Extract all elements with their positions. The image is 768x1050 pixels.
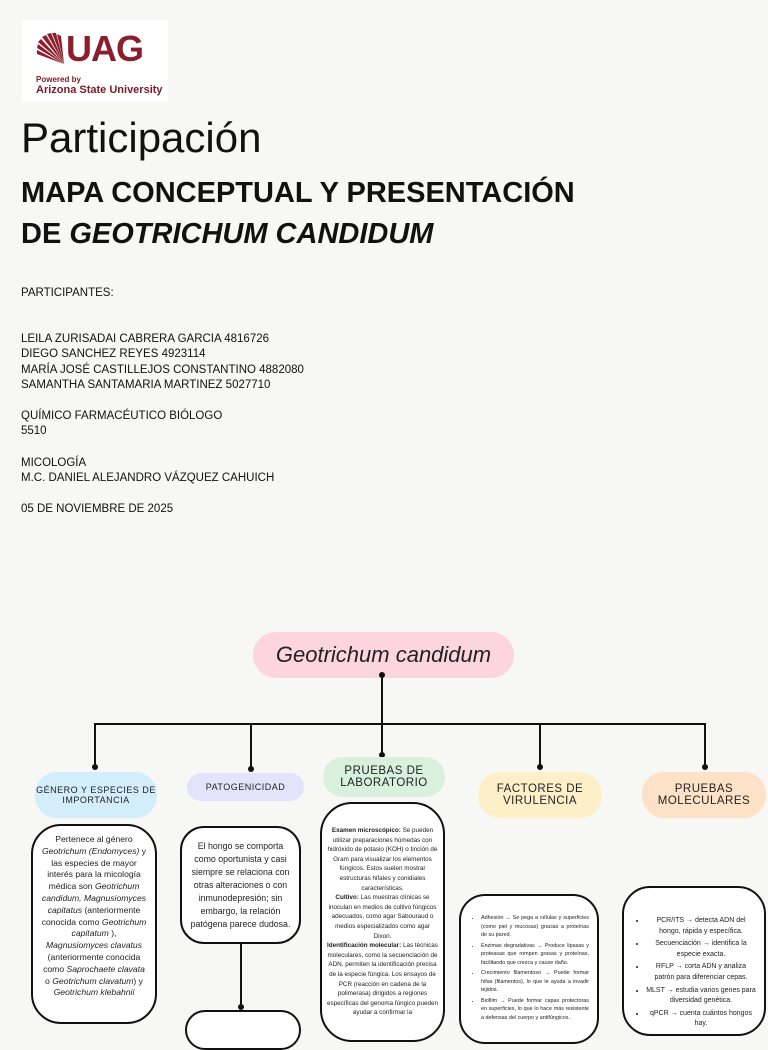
connector-line: [250, 723, 252, 767]
card-genero: Pertenece al género Geotrichum (Endomyces) y las especies de mayor interés para la micología médica son Geotrichum candidum, Magnusiomyces capitatus (anteriormente conocida como Geotrichum capitatum ), Magnusiomyces clavatus (anteriormente conocida como Saprochaete clavata o Geotrichum clavatum) y Geotrichum klebahnii: [31, 824, 157, 1024]
card-laboratorio: Examen microscópico: Se pueden utilizar preparaciones húmedas con hidróxido de potasio (KOH) o tinción de Gram para visualizar los elementos fúngicos. Estos suelen mostrar estructuras hifales y conidiales características. Cultivo: Las muestras clínicas se inoculan en medios de cultivo fúngicos adecuados, como agar Sabouraud o medios especializados como agar Dixon. Identificación molecular: Las técnicas moleculares, como la secuenciación de ADN, permiten la identificación precisa de la especie fúngica. Los ensayos de PCR (reacción en cadena de la polimerasa) dirigidos a regiones específicas del genoma fúngico pueden ayudar a confirmar la: [320, 802, 445, 1042]
connector-line: [381, 678, 383, 724]
participants-list: [21, 332, 304, 394]
connector-line: [240, 944, 242, 1008]
participant: MARÍA JOSÉ CASTILLEJOS CONSTANTINO 4882080: [21, 363, 304, 376]
virulencia-list: [467, 914, 589, 1022]
connector-dot: [248, 766, 254, 772]
connector-dot: [702, 764, 708, 770]
card-virulencia: [459, 894, 599, 1044]
date-block: [21, 502, 173, 517]
connector-dot: [92, 764, 98, 770]
category-laboratorio: PRUEBAS DE LABORATORIO: [323, 757, 445, 797]
category-moleculares: PRUEBAS MOLECULARES: [642, 772, 766, 818]
connector-line: [704, 723, 706, 765]
subject: MICOLOGÍA: [21, 457, 87, 469]
participant: DIEGO SANCHEZ REYES 4923114: [21, 348, 206, 361]
card-patogenicidad: El hongo se comporta como oportunista y casi siempre se relaciona con otras alteraciones o con inmunodepresión; sin embargo, la relación patógena parece dudosa.: [180, 826, 301, 944]
group: 5510: [21, 425, 47, 438]
list-item: • Crecimiento filamentoso → Puede formar hifas (filamentos), lo que le ayuda a invadir tejidos.: [481, 969, 589, 995]
connector-line: [94, 723, 706, 725]
logo-fan-icon: [36, 32, 66, 66]
list-item: • MLST → estudia varios genes para diversidad genética.: [646, 986, 756, 1007]
subject-block: [21, 456, 274, 487]
date: 05 DE NOVIEMBRE DE 2025: [21, 503, 174, 515]
list-item: • Adhesión → Se pega a células y superficies (como piel y mucosas) gracias a proteínas de su pared.: [481, 914, 589, 940]
list-item: • Secuenciación → identifica la especie exacta.: [646, 939, 756, 960]
card-moleculares: [622, 886, 766, 1036]
connector-line: [381, 723, 383, 753]
career: QUÍMICO FARMACÉUTICO BIÓLOGO: [21, 410, 223, 422]
list-item: • RFLP → corta ADN y analiza patrón para diferenciar cepas.: [646, 962, 756, 983]
uag-logo: [22, 20, 168, 102]
participants-label: PARTICIPANTES:: [21, 287, 114, 299]
map-root: Geotrichum candidum: [253, 632, 514, 678]
career-block: [21, 409, 222, 440]
category-virulencia: FACTORES DE VIRULENCIA: [478, 772, 602, 818]
page-subtitle: [21, 173, 575, 255]
participant: LEILA ZURISADAI CABRERA GARCIA 4816726: [21, 333, 270, 345]
participant: SAMANTHA SANTAMARIA MARTINEZ 5027710: [21, 379, 271, 392]
page-title: Participación: [21, 114, 262, 161]
list-item: • qPCR → cuenta cuántos hongos hay.: [646, 1009, 756, 1030]
connector-line: [94, 723, 96, 765]
concept-map: [0, 600, 768, 1028]
list-item: • PCR/ITS → detecta ADN del hongo, rápida y específica.: [646, 916, 756, 937]
list-item: • Enzimas degradativas → Produce lipasas y proteasas que rompen grasas y proteínas, facilitando que crezca y cause daño.: [481, 942, 589, 968]
category-genero: GÉNERO Y ESPECIES DE IMPORTANCIA: [35, 772, 157, 818]
teacher: M.C. DANIEL ALEJANDRO VÁZQUEZ CAHUICH: [21, 472, 275, 485]
list-item: • Biofilm → Puede formar capas protectoras en superficies, lo que lo hace más resistente a defensas del cuerpo y antifúngicos.: [481, 997, 589, 1023]
connector-line: [539, 723, 541, 765]
moleculares-list: [634, 916, 756, 1030]
card-patogenicidad-extra: [185, 1010, 301, 1050]
category-patogenicidad: PATOGENICIDAD: [187, 773, 304, 801]
logo-university: Arizona State University: [36, 84, 163, 96]
logo-wordmark: UAG: [66, 28, 143, 69]
subtitle-species: GEOTRICHUM CANDIDUM: [69, 218, 434, 250]
subtitle-prefix: DE: [21, 218, 70, 250]
connector-dot: [537, 764, 543, 770]
logo-powered-by: Powered by: [36, 75, 81, 84]
subtitle-line-1: MAPA CONCEPTUAL Y PRESENTACIÓN: [21, 177, 575, 209]
